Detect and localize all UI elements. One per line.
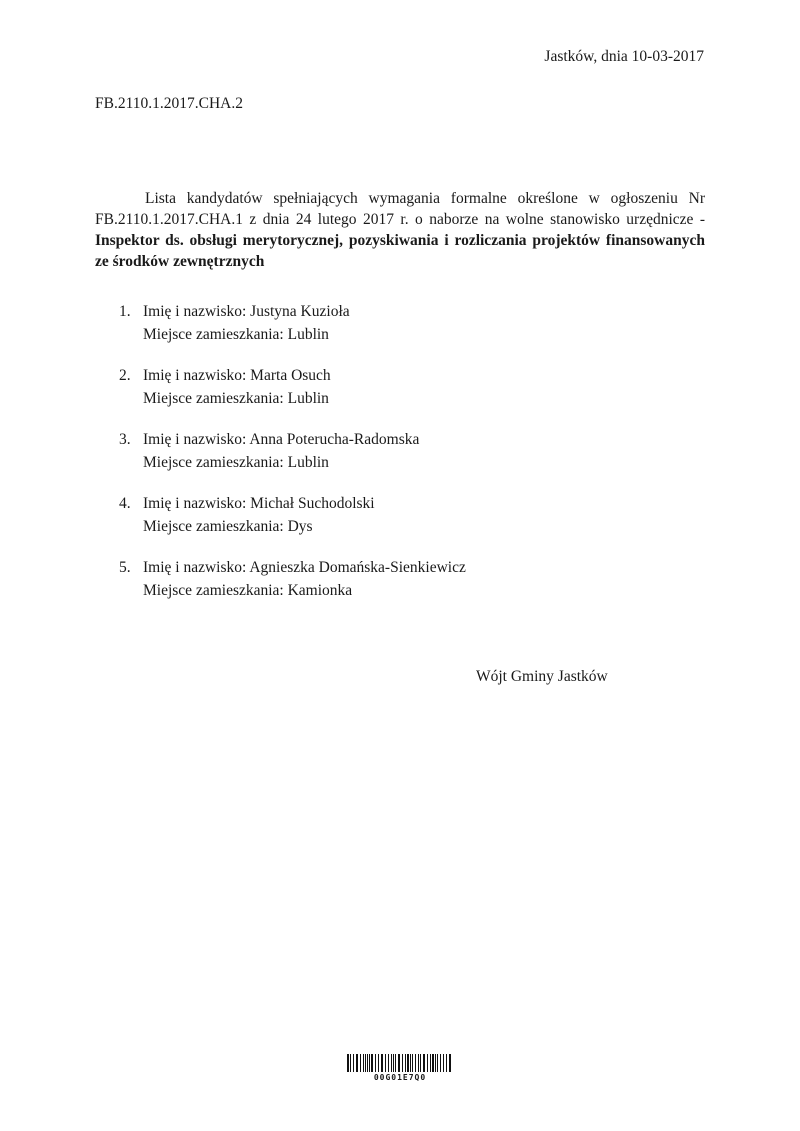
candidate-item — [95, 300, 655, 346]
candidate-name: Imię i nazwisko: Justyna Kuzioła — [143, 303, 350, 320]
candidate-number: 3. — [119, 431, 131, 448]
barcode — [346, 1054, 454, 1082]
candidate-name: Imię i nazwisko: Michał Suchodolski — [143, 495, 375, 512]
candidate-item — [95, 364, 655, 410]
candidate-number: 4. — [119, 495, 131, 512]
document-date: Jastków, dnia 10-03-2017 — [544, 48, 704, 65]
candidate-item — [95, 492, 655, 538]
intro-text: Lista kandydatów spełniających wymagania formalne określone w ogłoszeniu Nr FB.2110.1.2017.CHA.1 z dnia 24 lutego 2017 r. o naborze na wolne stanowisko urzędnicze - — [95, 190, 705, 228]
candidate-item — [95, 556, 655, 602]
candidate-residence: Miejsce zamieszkania: Dys — [143, 518, 313, 535]
candidate-residence: Miejsce zamieszkania: Kamionka — [143, 582, 353, 599]
candidate-item — [95, 428, 655, 474]
signature-block: Wójt Gminy Jastków — [476, 668, 608, 685]
position-title: Inspektor ds. obsługi merytorycznej, pozyskiwania i rozliczania projektów finansowanych ze środków zewnętrznych — [95, 232, 705, 270]
candidate-residence: Miejsce zamieszkania: Lublin — [143, 454, 329, 471]
candidate-list — [95, 300, 655, 620]
candidate-residence: Miejsce zamieszkania: Lublin — [143, 326, 329, 343]
candidate-name: Imię i nazwisko: Marta Osuch — [143, 367, 331, 384]
candidate-number: 2. — [119, 367, 131, 384]
candidate-name: Imię i nazwisko: Agnieszka Domańska-Sienkiewicz — [143, 559, 466, 576]
reference-number: FB.2110.1.2017.CHA.2 — [95, 95, 243, 112]
candidate-residence: Miejsce zamieszkania: Lublin — [143, 390, 329, 407]
barcode-bars — [346, 1054, 454, 1072]
candidate-number: 1. — [119, 303, 131, 320]
barcode-code: 00G01E7Q0 — [373, 1073, 427, 1082]
intro-paragraph — [95, 188, 705, 272]
candidate-number: 5. — [119, 559, 131, 576]
candidate-name: Imię i nazwisko: Anna Poterucha-Radomska — [143, 431, 420, 448]
